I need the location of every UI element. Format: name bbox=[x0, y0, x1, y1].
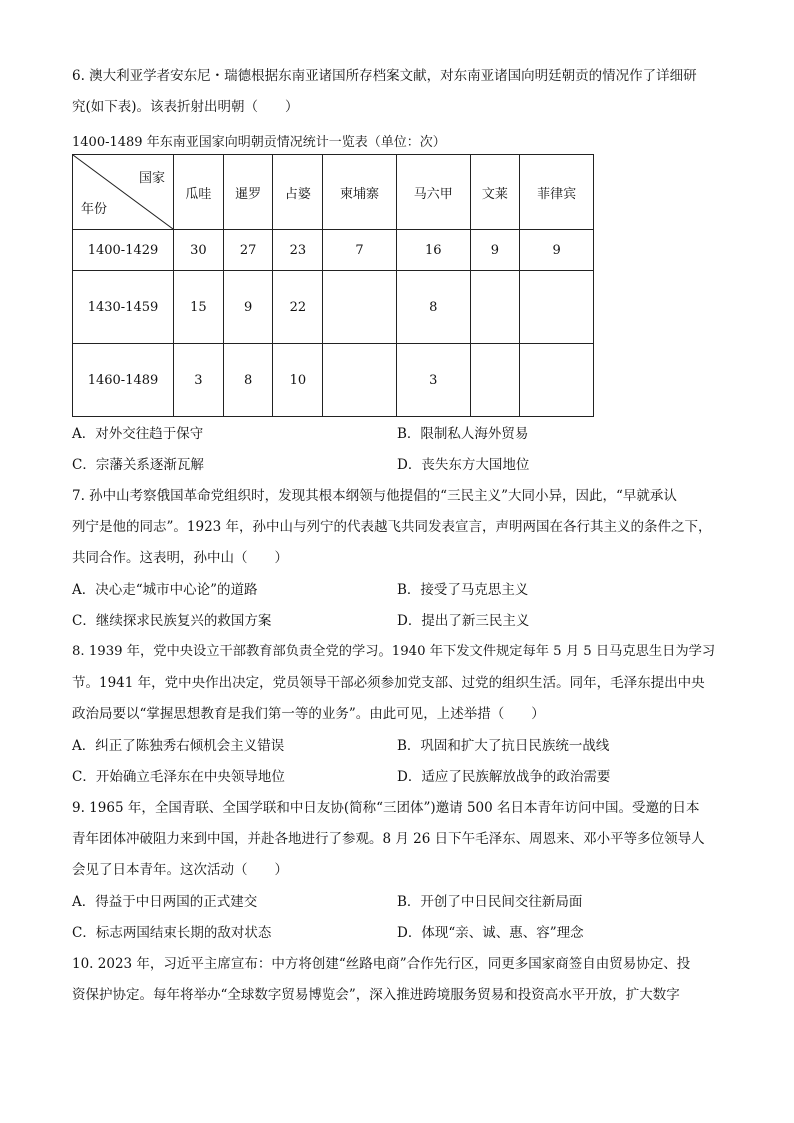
row-period: 1400-1429 bbox=[73, 230, 174, 271]
q7-stem-line-1: 7. 孙中山考察俄国革命党组织时，发现其根本纲领与他提倡的“三民主义”大同小异，因此，“早就承认 bbox=[72, 488, 677, 504]
q8-option-d[interactable]: D．适应了民族解放战争的政治需要 bbox=[397, 769, 611, 785]
table-cell: 8 bbox=[396, 271, 470, 344]
q6-option-c[interactable]: C．宗藩关系逐渐瓦解 bbox=[72, 457, 204, 473]
q7-stem-line-3: 共同合作。这表明，孙中山（ ） bbox=[72, 550, 288, 566]
table-cell bbox=[520, 271, 594, 344]
table-cell: 3 bbox=[174, 344, 224, 417]
q6-table-caption: 1400-1489 年东南亚国家向明朝贡情况统计一览表（单位：次） bbox=[72, 135, 446, 150]
row-period: 1430-1459 bbox=[73, 271, 174, 344]
table-cell: 23 bbox=[273, 230, 323, 271]
q8-stem-line-3: 政治局要以“掌握思想教育是我们第一等的业务”。由此可见，上述举措（ ） bbox=[72, 706, 545, 722]
tribute-table bbox=[72, 154, 594, 417]
corner-label-country: 国家 bbox=[138, 171, 165, 186]
table-cell bbox=[470, 271, 520, 344]
table-cell: 9 bbox=[520, 230, 594, 271]
table-cell bbox=[470, 344, 520, 417]
table-cell: 16 bbox=[396, 230, 470, 271]
q6-option-b[interactable]: B．限制私人海外贸易 bbox=[397, 426, 529, 442]
table-header-row bbox=[73, 155, 594, 230]
q6-stem-line-2: 究(如下表)。该表折射出明朝（ ） bbox=[72, 99, 299, 115]
q9-stem-line-2: 青年团体冲破阻力来到中国，并赴各地进行了参观。8 月 26 日下午毛泽东、周恩来、邓小平等多位领导人 bbox=[72, 831, 705, 847]
row-period: 1460-1489 bbox=[73, 344, 174, 417]
column-header: 文莱 bbox=[470, 155, 520, 230]
column-header: 占婆 bbox=[273, 155, 323, 230]
q8-option-a[interactable]: A．纠正了陈独秀右倾机会主义错误 bbox=[72, 738, 285, 754]
q9-option-b[interactable]: B．开创了中日民间交往新局面 bbox=[397, 894, 583, 910]
q9-stem-line-3: 会见了日本青年。这次活动（ ） bbox=[72, 862, 288, 878]
table-cell: 27 bbox=[223, 230, 273, 271]
table-cell bbox=[323, 271, 397, 344]
table-cell: 8 bbox=[223, 344, 273, 417]
q9-option-a[interactable]: A．得益于中日两国的正式建交 bbox=[72, 894, 258, 910]
table-cell: 9 bbox=[470, 230, 520, 271]
q6-option-a[interactable]: A．对外交往趋于保守 bbox=[72, 426, 204, 442]
table-cell bbox=[520, 344, 594, 417]
q10-stem-line-2: 资保护协定。每年将举办“全球数字贸易博览会”，深入推进跨境服务贸易和投资高水平开放，扩大数字 bbox=[72, 987, 680, 1003]
q9-option-d[interactable]: D．体现“亲、诚、惠、容”理念 bbox=[397, 925, 584, 941]
column-header: 菲律宾 bbox=[520, 155, 594, 230]
q9-option-c[interactable]: C．标志两国结束长期的敌对状态 bbox=[72, 925, 272, 941]
column-header: 柬埔寨 bbox=[323, 155, 397, 230]
q10-stem-line-1: 10. 2023 年，习近平主席宣布：中方将创建“丝路电商”合作先行区，同更多国家商签自由贸易协定、投 bbox=[72, 956, 691, 972]
column-header: 马六甲 bbox=[396, 155, 470, 230]
q7-stem-line-2: 列宁是他的同志”。1923 年，孙中山与列宁的代表越飞共同发表宣言，声明两国在各行其主义的条件之下， bbox=[72, 519, 712, 535]
table-row bbox=[73, 230, 594, 271]
table-cell: 9 bbox=[223, 271, 273, 344]
table-row bbox=[73, 271, 594, 344]
q6-option-d[interactable]: D．丧失东方大国地位 bbox=[397, 457, 530, 473]
table-cell bbox=[323, 344, 397, 417]
table-cell: 7 bbox=[323, 230, 397, 271]
column-header: 瓜哇 bbox=[174, 155, 224, 230]
table-corner-cell bbox=[73, 155, 174, 230]
q7-option-b[interactable]: B．接受了马克思主义 bbox=[397, 582, 529, 598]
table-cell: 10 bbox=[273, 344, 323, 417]
corner-label-year: 年份 bbox=[81, 202, 108, 217]
table-cell: 3 bbox=[396, 344, 470, 417]
table-cell: 30 bbox=[174, 230, 224, 271]
q7-option-a[interactable]: A．决心走“城市中心论”的道路 bbox=[72, 582, 258, 598]
q7-option-d[interactable]: D．提出了新三民主义 bbox=[397, 613, 530, 629]
q8-option-b[interactable]: B．巩固和扩大了抗日民族统一战线 bbox=[397, 738, 610, 754]
q8-option-c[interactable]: C．开始确立毛泽东在中央领导地位 bbox=[72, 769, 285, 785]
q9-stem-line-1: 9. 1965 年，全国青联、全国学联和中日友协(简称“三团体”)邀请 500 名日本青年访问中国。受邀的日本 bbox=[72, 800, 700, 816]
table-cell: 15 bbox=[174, 271, 224, 344]
table-row bbox=[73, 344, 594, 417]
column-header: 暹罗 bbox=[223, 155, 273, 230]
q7-option-c[interactable]: C．继续探求民族复兴的救国方案 bbox=[72, 613, 272, 629]
q8-stem-line-2: 节。1941 年，党中央作出决定，党员领导干部必须参加党支部、过党的组织生活。同年，毛泽东提出中央 bbox=[72, 675, 705, 691]
q8-stem-line-1: 8. 1939 年，党中央设立干部教育部负责全党的学习。1940 年下发文件规定每年 5 月 5 日马克思生日为学习 bbox=[72, 644, 716, 659]
table-cell: 22 bbox=[273, 271, 323, 344]
q6-stem-line-1: 6. 澳大利亚学者安东尼・瑞德根据东南亚诸国所存档案文献，对东南亚诸国向明廷朝贡的情况作了详细研 bbox=[72, 68, 697, 84]
